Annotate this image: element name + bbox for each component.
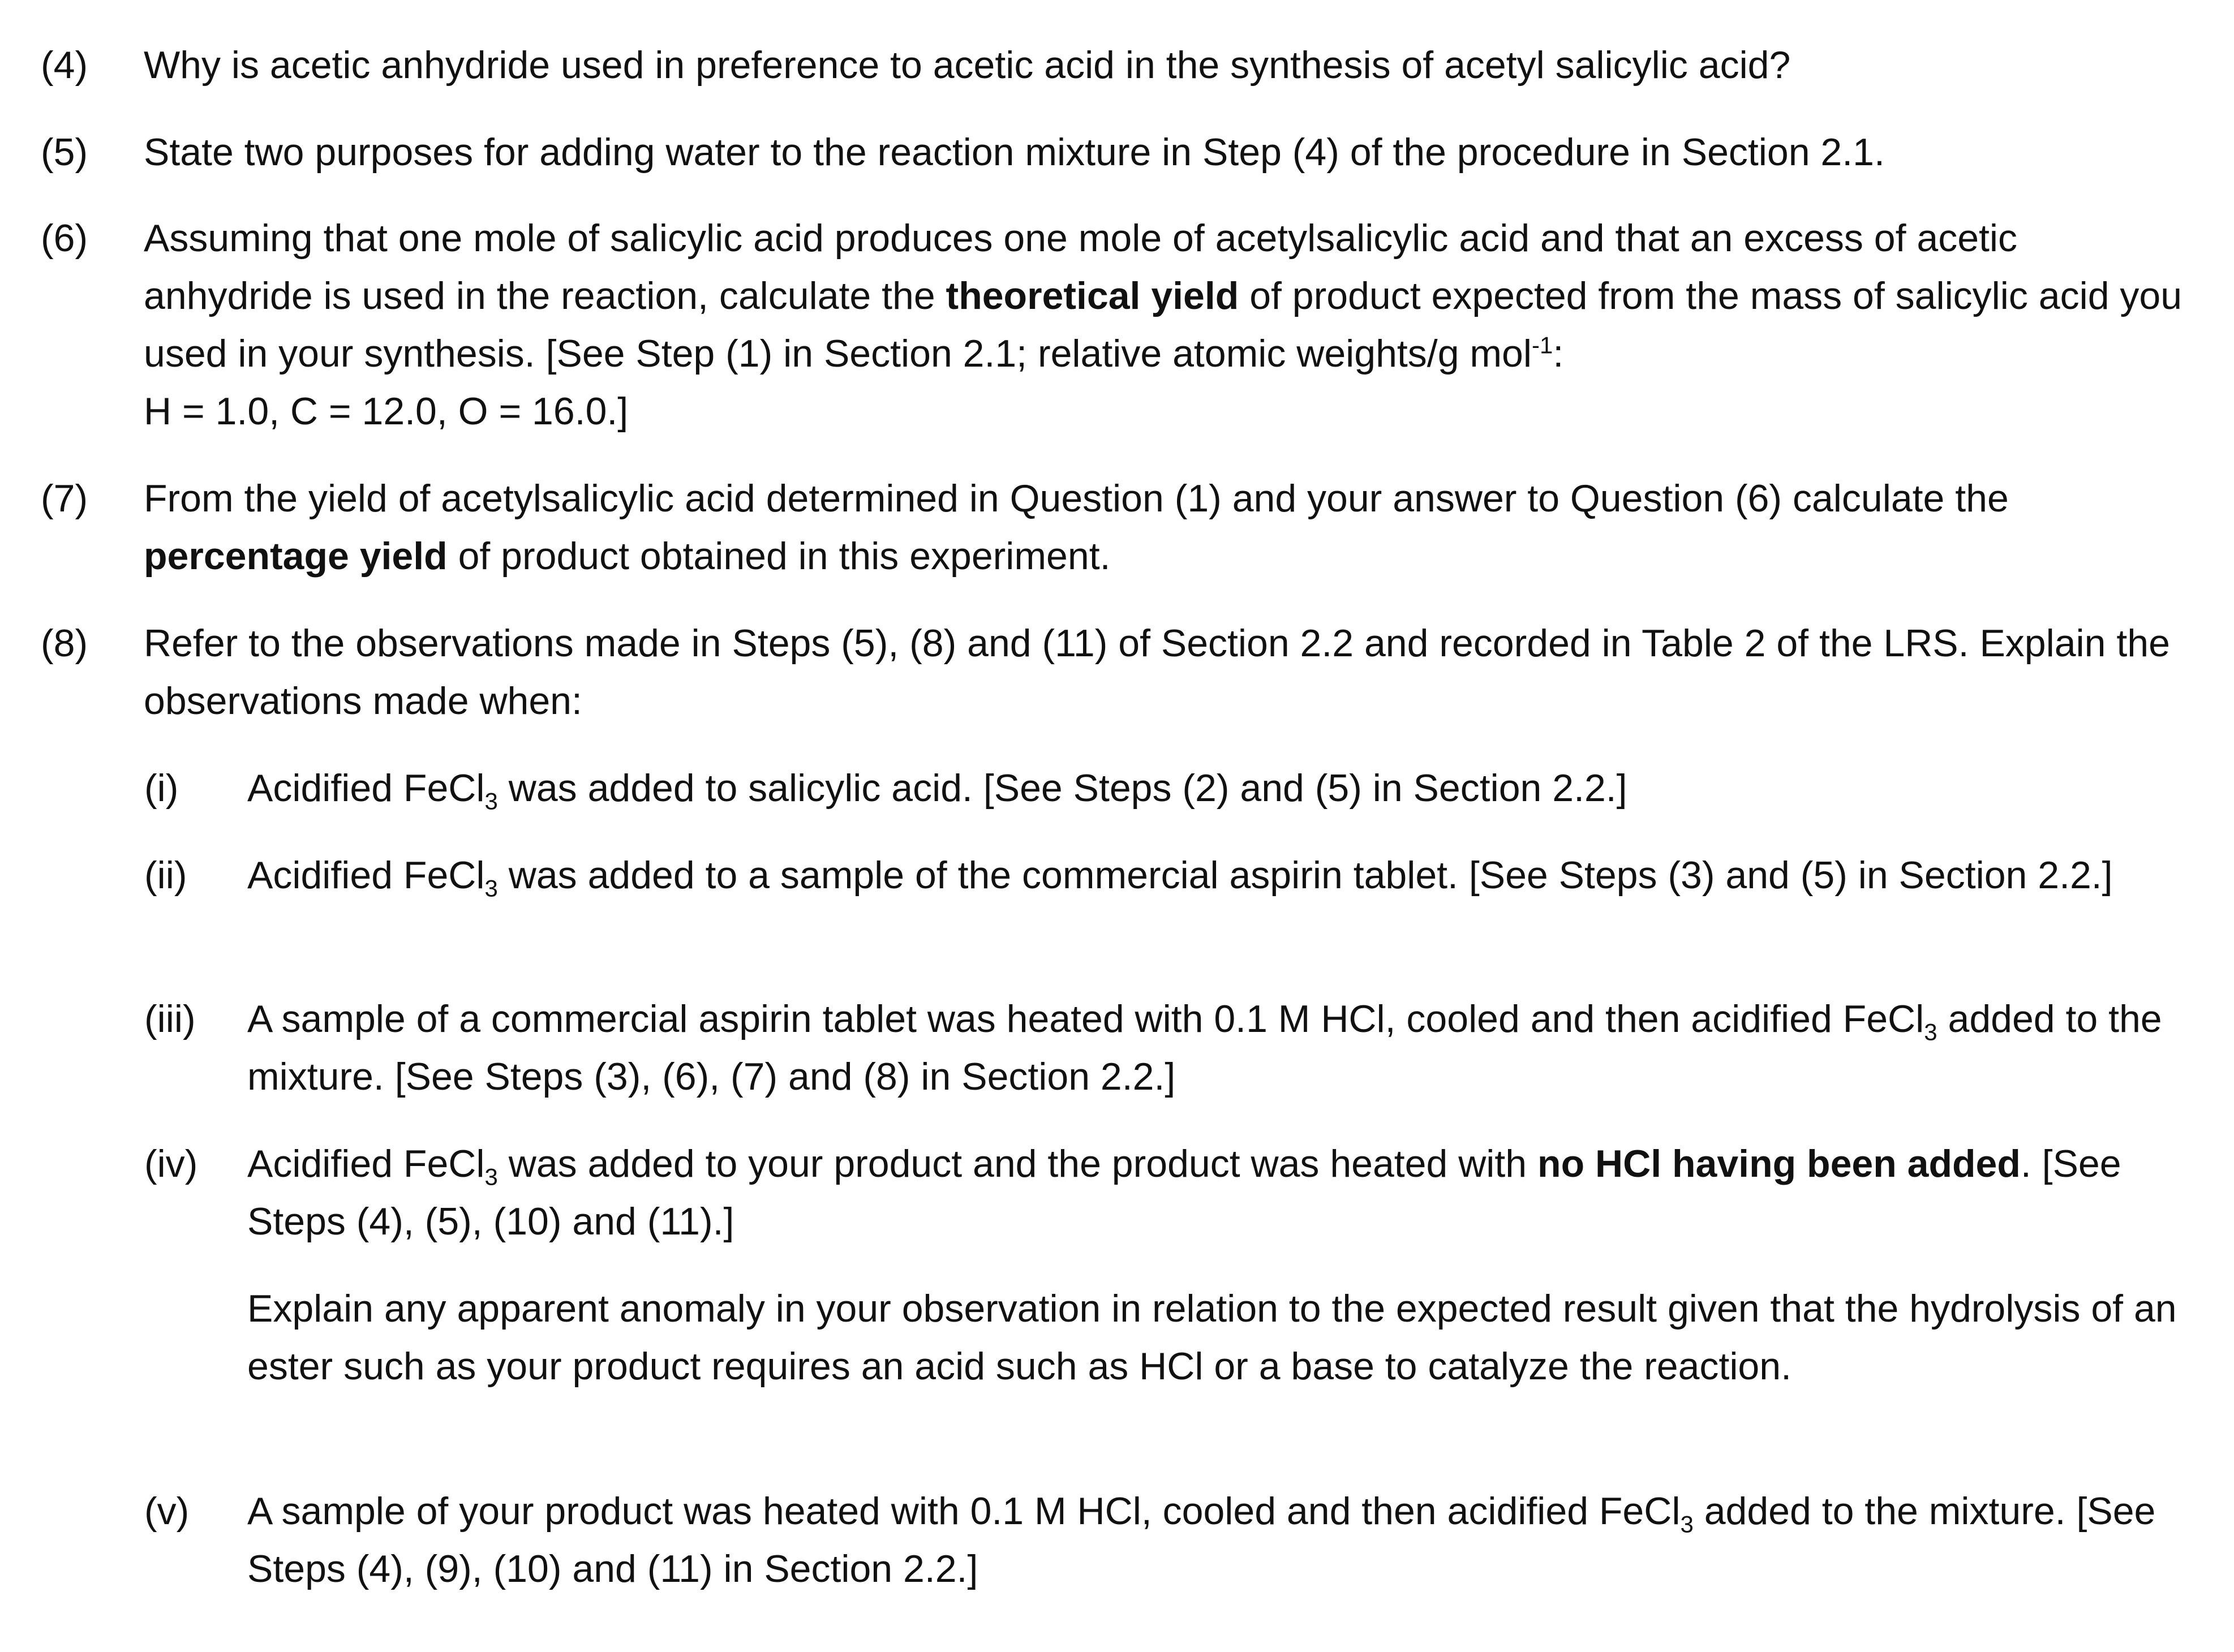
subquestion-text-part: Acidified FeCl (247, 767, 485, 810)
question-text (144, 470, 2192, 585)
subscript: 3 (484, 875, 498, 902)
subquestion-text (247, 990, 2194, 1105)
question-text-part: of product expected from the mass of salicylic acid you used in your synthesis. [See Step (1) in Section 2.1; relative atomic weights/g mol (144, 274, 2183, 375)
question-text: Why is acetic anhydride used in preference to acetic acid in the synthesis of acetyl salicylic acid? (144, 44, 1791, 87)
subquestion-number: (iv) (144, 1142, 198, 1185)
subquestion-text (247, 846, 2194, 904)
atomic-weights: H = 1.0, C = 12.0, O = 16.0.] (144, 390, 629, 433)
question-text-part: of product obtained in this experiment. (447, 535, 1111, 578)
subquestion-number: (ii) (144, 854, 187, 897)
subscript: 3 (1924, 1018, 1937, 1046)
emphasis-no-hcl: no HCl having been added (1537, 1142, 2021, 1185)
subquestion-text (247, 1135, 2194, 1250)
emphasis-percentage-yield: percentage yield (144, 535, 448, 578)
subquestion-text-part: A sample of a commercial aspirin tablet was heated with 0.1 M HCl, cooled and then acidified FeCl (247, 997, 1924, 1040)
question-number: (6) (41, 217, 88, 260)
subquestion-text (247, 759, 2194, 817)
explanation-text: Explain any apparent anomaly in your observation in relation to the expected result given that the hydrolysis of an ester such as your product requires an acid such as HCl or a base to catalyze the reaction. (247, 1287, 2177, 1388)
question-number: (8) (41, 622, 88, 665)
subscript: 3 (484, 788, 498, 815)
subquestion-text-part: was added to a sample of the commercial aspirin tablet. [See Steps (3) and (5) in Section 2.2.] (497, 854, 2113, 897)
subquestion-number: (iii) (144, 997, 196, 1040)
question-text-part: From the yield of acetylsalicylic acid determined in Question (1) and your answer to Question (6) calculate the (144, 477, 2009, 520)
subquestion-number: (v) (144, 1490, 190, 1533)
subquestion-text-part: added to the mixture. [See Steps (4), (9), (10) and (11) in Section 2.2.] (247, 1490, 2156, 1590)
question-text-part: : (1553, 332, 1564, 375)
subquestion-number: (i) (144, 767, 179, 810)
question-number: (4) (41, 44, 88, 87)
subscript: 3 (484, 1163, 498, 1190)
subquestion-text-part: was added to salicylic acid. [See Steps (2) and (5) in Section 2.2.] (497, 767, 1627, 810)
subquestion-text-part: added to the mixture. [See Steps (3), (6), (7) and (8) in Section 2.2.] (247, 997, 2162, 1098)
subquestion-text-part: Acidified FeCl (247, 1142, 485, 1185)
subquestion-text-part: . [See Steps (4), (5), (10) and (11).] (247, 1142, 2121, 1243)
question-text-part: Assuming that one mole of salicylic acid produces one mole of acetylsalicylic acid and that an excess of acetic anhydride is used in the reaction, calculate the (144, 217, 2018, 317)
question-text: Refer to the observations made in Steps (5), (8) and (11) of Section 2.2 and recorded in Table 2 of the LRS. Explain the observations made when: (144, 622, 2170, 722)
question-text: State two purposes for adding water to the reaction mixture in Step (4) of the procedure in Section 2.1. (144, 131, 1885, 174)
subquestion-text-part: Acidified FeCl (247, 854, 485, 897)
subquestion-text (247, 1482, 2194, 1598)
question-number: (5) (41, 131, 88, 174)
emphasis-theoretical-yield: theoretical yield (946, 274, 1239, 317)
question-text (144, 209, 2192, 440)
question-number: (7) (41, 477, 88, 520)
subscript: 3 (1680, 1511, 1694, 1538)
superscript: -1 (1531, 332, 1553, 359)
subquestion-text-part: was added to your product and the product was heated with (497, 1142, 1538, 1185)
subquestion-text-part: A sample of your product was heated with 0.1 M HCl, cooled and then acidified FeCl (247, 1490, 1681, 1533)
